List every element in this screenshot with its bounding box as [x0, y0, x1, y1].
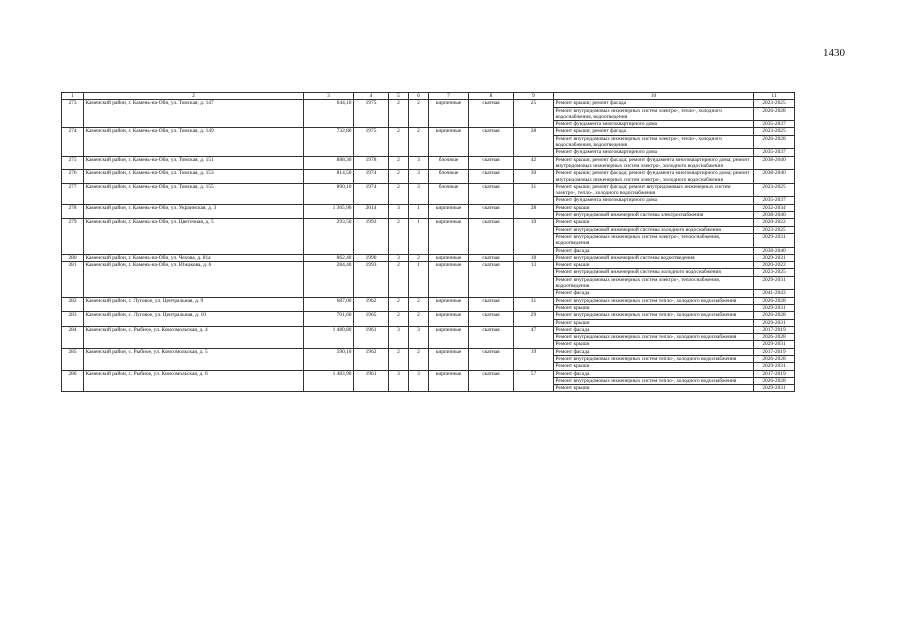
row-number: 281 [62, 262, 84, 297]
row-roof-type: скатная [469, 262, 514, 297]
row-roof-type: скатная [469, 254, 514, 261]
row-address: Каменский район, г. Камень-на-Оби, ул. Томская, д. 149 [84, 128, 304, 156]
row-work-period: 2020-2022 [754, 262, 795, 269]
row-year: 1962 [354, 297, 389, 312]
row-number: 275 [62, 156, 84, 170]
row-floors: 2 [389, 219, 409, 254]
row-number: 278 [62, 204, 84, 219]
row-entrances: 3 [409, 370, 429, 392]
row-work-type: Ремонт крыши; ремонт фасада; ремонт фундамента многоквартирного дома; ремонт внутридомовых инженерных систем электро-, холодного водоснабжения [554, 170, 754, 184]
column-number: 10 [554, 93, 754, 100]
row-year: 1993 [354, 262, 389, 297]
row-wall-material: кирпичные [429, 100, 469, 128]
row-entrances: 3 [409, 183, 429, 204]
table-row [62, 326, 795, 333]
row-entrances: 2 [409, 100, 429, 128]
row-work-period: 2029-2031 [754, 341, 795, 348]
row-roof-type: скатная [469, 348, 514, 370]
row-year: 1962 [354, 348, 389, 370]
row-work-type: Ремонт крыши; ремонт фасада [554, 100, 754, 107]
row-work-type: Ремонт внутридомовых инженерных систем электро-, теплоснабжения, водоотведения [554, 276, 754, 290]
table-row [62, 297, 795, 304]
row-apartments: 19 [514, 348, 554, 370]
row-entrances: 2 [409, 312, 429, 327]
row-roof-type: скатная [469, 204, 514, 219]
row-wall-material: кирпичные [429, 219, 469, 254]
row-roof-type: скатная [469, 297, 514, 312]
row-work-period: 2029-2031 [754, 363, 795, 370]
row-work-type: Ремонт фундамента многоквартирного дома [554, 121, 754, 128]
row-roof-type: скатная [469, 326, 514, 348]
row-floors: 2 [389, 156, 409, 170]
row-work-type: Ремонт внутридомовых инженерных систем электро-, тепло-, холодного водоснабжения, водоотведения [554, 135, 754, 149]
row-work-type: Ремонт внутридомовых инженерных систем тепло-, холодного водоснабжения [554, 334, 754, 341]
column-number: 7 [429, 93, 469, 100]
table-row [62, 370, 795, 377]
row-address: Каменский район, г. Камень-на-Оби, ул. Украинская, д. 3 [84, 204, 304, 219]
row-address: Каменский район, г. Камень-на-Оби, ул. Южакова, д. 6 [84, 262, 304, 297]
table-row [62, 312, 795, 319]
row-wall-material: кирпичные [429, 262, 469, 297]
column-number: 1 [62, 93, 84, 100]
row-year: 1993 [354, 219, 389, 254]
row-apartments: 31 [514, 297, 554, 312]
row-work-period: 2023-2025 [754, 226, 795, 233]
row-wall-material: кирпичные [429, 297, 469, 312]
row-apartments: 31 [514, 183, 554, 204]
row-work-type: Ремонт фасада [554, 370, 754, 377]
row-wall-material: кирпичные [429, 128, 469, 156]
row-year: 1974 [354, 183, 389, 204]
row-year: 1961 [354, 370, 389, 392]
row-apartments: 18 [514, 254, 554, 261]
table-row [62, 100, 795, 107]
row-address: Каменский район, г. Камень-на-Оби, ул. Чехова, д. 81а [84, 254, 304, 261]
row-work-period: 2035-2037 [754, 197, 795, 204]
row-area: 644,10 [304, 100, 354, 128]
row-work-type: Ремонт внутридомовой инженерной системы холодного водоснабжения [554, 269, 754, 276]
row-area: 1 365,90 [304, 204, 354, 219]
row-work-period: 2017-2019 [754, 326, 795, 333]
row-apartments: 28 [514, 204, 554, 219]
table-row [62, 254, 795, 261]
row-apartments: 57 [514, 370, 554, 392]
row-number: 277 [62, 183, 84, 204]
column-number: 9 [514, 93, 554, 100]
row-entrances: 2 [409, 254, 429, 261]
row-work-type: Ремонт крыши [554, 319, 754, 326]
row-floors: 3 [389, 204, 409, 219]
row-number: 279 [62, 219, 84, 254]
row-work-period: 2032-2034 [754, 204, 795, 211]
row-year: 1961 [354, 326, 389, 348]
row-work-period: 2029-2031 [754, 304, 795, 311]
row-number: 282 [62, 297, 84, 312]
row-year: 1990 [354, 254, 389, 261]
row-roof-type: скатная [469, 183, 514, 204]
page-number: 1430 [823, 47, 845, 59]
row-area: 862,40 [304, 254, 354, 261]
row-apartments: 30 [514, 170, 554, 184]
row-number: 286 [62, 370, 84, 392]
column-number: 11 [754, 93, 795, 100]
row-entrances: 2 [409, 297, 429, 312]
row-work-period: 2020-2022 [754, 219, 795, 226]
row-work-type: Ремонт крыши [554, 341, 754, 348]
row-year: 1975 [354, 128, 389, 156]
capital-repair-table [61, 92, 795, 392]
row-floors: 2 [389, 312, 409, 327]
row-apartments: 47 [514, 326, 554, 348]
row-number: 274 [62, 128, 84, 156]
row-roof-type: скатная [469, 170, 514, 184]
row-work-period: 2029-2031 [754, 233, 795, 247]
row-year: 1975 [354, 100, 389, 128]
row-entrances: 3 [409, 156, 429, 170]
row-area: 890,10 [304, 183, 354, 204]
table-row [62, 170, 795, 184]
row-roof-type: скатная [469, 128, 514, 156]
row-wall-material: кирпичные [429, 370, 469, 392]
row-work-period: 2026-2028 [754, 107, 795, 121]
row-wall-material: кирпичные [429, 254, 469, 261]
table-row [62, 128, 795, 135]
row-work-period: 2029-2031 [754, 319, 795, 326]
row-floors: 2 [389, 297, 409, 312]
row-work-type: Ремонт крыши [554, 385, 754, 392]
row-roof-type: скатная [469, 219, 514, 254]
row-work-period: 2038-2040 [754, 247, 795, 254]
row-number: 276 [62, 170, 84, 184]
row-work-type: Ремонт крыши [554, 363, 754, 370]
row-work-type: Ремонт внутридомовой инженерной системы электроснабжения [554, 212, 754, 219]
row-number: 273 [62, 100, 84, 128]
row-work-type: Ремонт внутридомовых инженерных систем электро-, теплоснабжения, водоотведения [554, 233, 754, 247]
row-work-period: 2029-2031 [754, 385, 795, 392]
row-wall-material: блочные [429, 170, 469, 184]
row-address: Каменский район, с. Луговое, ул. Центральная, д. 9 [84, 297, 304, 312]
row-work-type: Ремонт фундамента многоквартирного дома [554, 197, 754, 204]
row-floors: 2 [389, 100, 409, 128]
row-work-period: 2035-2037 [754, 149, 795, 156]
row-work-period: 2026-2028 [754, 312, 795, 319]
row-entrances: 1 [409, 204, 429, 219]
row-wall-material: кирпичные [429, 204, 469, 219]
row-work-period: 2017-2019 [754, 348, 795, 355]
row-floors: 2 [389, 128, 409, 156]
row-work-type: Ремонт крыши [554, 219, 754, 226]
row-area: 687,00 [304, 297, 354, 312]
row-number: 285 [62, 348, 84, 370]
column-number: 6 [409, 93, 429, 100]
row-address: Каменский район, с. Рыбное, ул. Комсомольская, д. 6 [84, 370, 304, 392]
row-area: 888,30 [304, 156, 354, 170]
row-work-period: 2029-2031 [754, 276, 795, 290]
row-work-type: Ремонт внутридомовых инженерных систем тепло-, холодного водоснабжения [554, 377, 754, 384]
row-work-type: Ремонт внутридомовых инженерных систем электро-, тепло-, холодного водоснабжения, водоотведения [554, 107, 754, 121]
row-work-type: Ремонт фасада [554, 348, 754, 355]
row-address: Каменский район, г. Камень-на-Оби, ул. Томская, д. 153 [84, 170, 304, 184]
row-work-period: 2038-2040 [754, 212, 795, 219]
row-work-type: Ремонт крыши [554, 304, 754, 311]
row-entrances: 1 [409, 262, 429, 297]
row-entrances: 2 [409, 128, 429, 156]
row-number: 280 [62, 254, 84, 261]
row-area: 1 483,90 [304, 370, 354, 392]
row-apartments: 28 [514, 128, 554, 156]
row-year: 1974 [354, 170, 389, 184]
row-floors: 3 [389, 254, 409, 261]
row-work-period: 2026-2028 [754, 334, 795, 341]
row-wall-material: кирпичные [429, 312, 469, 327]
row-work-type: Ремонт крыши [554, 204, 754, 211]
row-floors: 2 [389, 262, 409, 297]
row-area: 1 480,80 [304, 326, 354, 348]
row-wall-material: кирпичные [429, 348, 469, 370]
row-work-type: Ремонт фундамента многоквартирного дома [554, 149, 754, 156]
row-work-type: Ремонт крыши; ремонт фасада; ремонт фундамента многоквартирного дома; ремонт внутридомовых инженерных систем электро-, холодного водоснабжения [554, 156, 754, 170]
row-work-period: 2023-2025 [754, 100, 795, 107]
row-work-period: 2026-2028 [754, 135, 795, 149]
row-work-type: Ремонт фасада [554, 290, 754, 297]
row-roof-type: скатная [469, 312, 514, 327]
row-address: Каменский район, г. Камень-на-Оби, ул. Томская, д. 147 [84, 100, 304, 128]
table-row [62, 348, 795, 355]
row-work-type: Ремонт внутридомовых инженерных систем тепло-, холодного водоснабжения [554, 355, 754, 362]
row-floors: 2 [389, 183, 409, 204]
row-area: 293,50 [304, 219, 354, 254]
row-work-type: Ремонт фасада [554, 326, 754, 333]
column-number: 4 [354, 93, 389, 100]
row-floors: 3 [389, 326, 409, 348]
column-number: 2 [84, 93, 304, 100]
row-work-period: 2023-2025 [754, 269, 795, 276]
column-number: 5 [389, 93, 409, 100]
row-work-period: 2026-2028 [754, 355, 795, 362]
row-address: Каменский район, с. Рыбное, ул. Комсомольская, д. 5 [84, 348, 304, 370]
row-number: 284 [62, 326, 84, 348]
row-roof-type: скатная [469, 156, 514, 170]
row-work-period: 2029-2031 [754, 254, 795, 261]
row-year: 2014 [354, 204, 389, 219]
row-work-type: Ремонт внутридомовых инженерных систем тепло-, холодного водоснабжения [554, 312, 754, 319]
column-number: 8 [469, 93, 514, 100]
row-work-period: 2038-2040 [754, 170, 795, 184]
table-header-row [62, 93, 795, 100]
row-address: Каменский район, г. Камень-на-Оби, ул. Цветочная, д. 5 [84, 219, 304, 254]
row-address: Каменский район, с. Луговое, ул. Центральная, д. 10 [84, 312, 304, 327]
row-floors: 3 [389, 370, 409, 392]
row-wall-material: кирпичные [429, 326, 469, 348]
row-work-period: 2041-2043 [754, 290, 795, 297]
row-apartments: 13 [514, 262, 554, 297]
table-row [62, 183, 795, 197]
row-wall-material: блочные [429, 156, 469, 170]
row-area: 732,80 [304, 128, 354, 156]
row-area: 284,40 [304, 262, 354, 297]
row-area: 701,60 [304, 312, 354, 327]
table-row [62, 156, 795, 170]
table-row [62, 219, 795, 226]
row-work-type: Ремонт фасада [554, 247, 754, 254]
row-year: 1965 [354, 312, 389, 327]
column-number: 3 [304, 93, 354, 100]
row-entrances: 1 [409, 219, 429, 254]
row-work-type: Ремонт крыши; ремонт фасада; ремонт внутридомовых инженерных систем электро-, тепло-, холодного водоснабжения [554, 183, 754, 197]
row-work-period: 2026-2028 [754, 377, 795, 384]
row-entrances: 3 [409, 326, 429, 348]
row-work-type: Ремонт внутридомовых инженерных систем тепло-, холодного водоснабжения [554, 297, 754, 304]
row-work-period: 2035-2037 [754, 121, 795, 128]
row-address: Каменский район, г. Камень-на-Оби, ул. Томская, д. 155 [84, 183, 304, 204]
row-entrances: 2 [409, 348, 429, 370]
row-entrances: 3 [409, 170, 429, 184]
row-apartments: 42 [514, 156, 554, 170]
row-area: 590,10 [304, 348, 354, 370]
row-roof-type: скатная [469, 370, 514, 392]
row-apartments: 29 [514, 312, 554, 327]
row-roof-type: скатная [469, 100, 514, 128]
row-work-period: 2023-2025 [754, 128, 795, 135]
row-address: Каменский район, с. Рыбное, ул. Комсомольская, д. 4 [84, 326, 304, 348]
row-work-period: 2038-2040 [754, 156, 795, 170]
row-work-period: 2017-2019 [754, 370, 795, 377]
row-work-period: 2023-2025 [754, 183, 795, 197]
table-body [62, 93, 795, 392]
row-year: 1978 [354, 156, 389, 170]
row-floors: 2 [389, 348, 409, 370]
table-row [62, 262, 795, 269]
row-address: Каменский район, г. Камень-на-Оби, ул. Томская, д. 151 [84, 156, 304, 170]
row-floors: 2 [389, 170, 409, 184]
row-wall-material: блочные [429, 183, 469, 204]
row-area: 814,50 [304, 170, 354, 184]
row-apartments: 25 [514, 100, 554, 128]
row-work-type: Ремонт крыши; ремонт фасада [554, 128, 754, 135]
row-work-type: Ремонт крыши [554, 262, 754, 269]
row-work-period: 2026-2028 [754, 297, 795, 304]
row-apartments: 10 [514, 219, 554, 254]
table-row [62, 204, 795, 211]
row-work-type: Ремонт внутридомовой инженерной системы водоотведения [554, 254, 754, 261]
row-work-type: Ремонт внутридомовой инженерной системы холодного водоснабжения [554, 226, 754, 233]
row-number: 283 [62, 312, 84, 327]
